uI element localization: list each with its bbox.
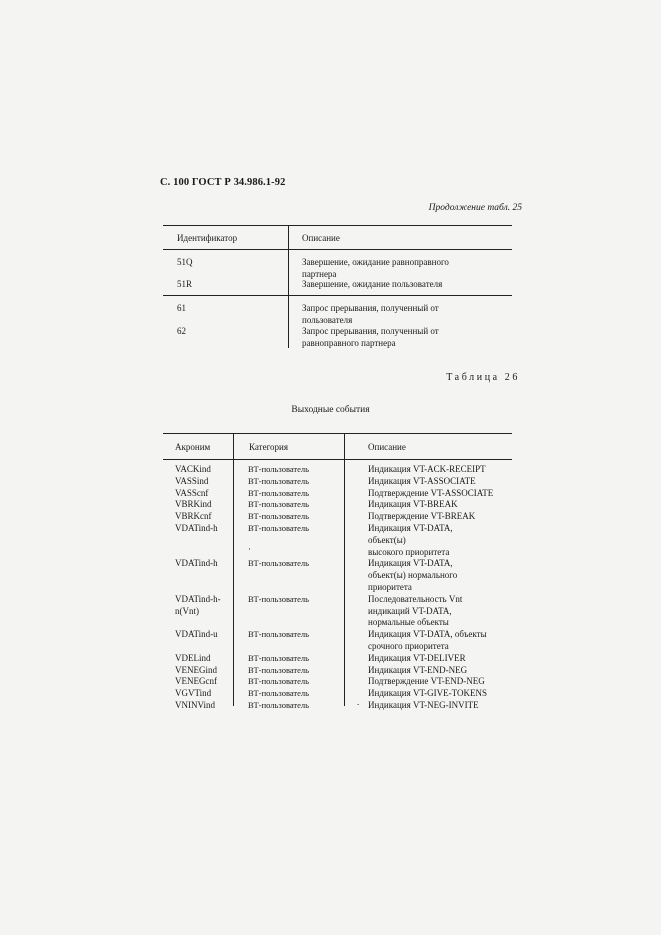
table-cell-desc bbox=[302, 257, 497, 280]
acronym-cell bbox=[175, 511, 212, 523]
acronym-cell bbox=[175, 700, 215, 712]
acronym-cell bbox=[175, 523, 218, 535]
category-cell: ВТ-пользователь bbox=[248, 593, 310, 604]
category-cell: ВТ-пользователь bbox=[248, 676, 310, 687]
acronym-cell bbox=[175, 665, 217, 677]
description-line: Индикация VT-ASSOCIATE bbox=[368, 475, 476, 486]
acronym-cell bbox=[175, 476, 208, 488]
acronym-cell bbox=[175, 558, 218, 570]
acronym-line: VACKind bbox=[175, 464, 211, 474]
acronym-cell bbox=[175, 594, 221, 618]
category-cell: ВТ-пользователь bbox=[248, 523, 310, 533]
acronym-line: VENEGind bbox=[175, 664, 217, 675]
description-cell bbox=[368, 499, 513, 511]
category-cell: ВТ-пользователь bbox=[248, 499, 310, 510]
description-line: Индикация VT-ACK-RECEIPT bbox=[368, 464, 486, 474]
acronym-line: n(Vnt) bbox=[175, 605, 199, 616]
description-line: объект(ы) нормального bbox=[368, 570, 458, 581]
stray-mark: · bbox=[248, 544, 251, 554]
table-cell-desc bbox=[302, 326, 497, 349]
description-line: Индикация VT-DATA, объекты bbox=[368, 629, 487, 640]
category-cell: ВТ-пользователь bbox=[248, 652, 310, 663]
description-line: Подтверждение VT-BREAK bbox=[368, 511, 476, 522]
acronym-line: VNINVind bbox=[175, 700, 215, 710]
acronym-cell bbox=[175, 488, 208, 500]
table-rule bbox=[163, 249, 512, 250]
desc-line: Завершение, ожидание равноправного bbox=[302, 257, 449, 267]
category-cell: ВТ-пользователь bbox=[248, 688, 310, 699]
acronym-line: VDATind-h bbox=[175, 558, 218, 569]
column-divider bbox=[344, 433, 345, 706]
description-cell bbox=[368, 476, 513, 488]
description-cell bbox=[368, 558, 513, 593]
desc-line: равноправного партнера bbox=[302, 337, 396, 348]
description-cell bbox=[368, 700, 513, 712]
acronym-line: VBRKcnf bbox=[175, 511, 212, 522]
column-header-category: Категория bbox=[249, 442, 288, 452]
table-rule bbox=[163, 295, 512, 296]
table-rule bbox=[163, 459, 512, 460]
acronym-line: VDATind-h- bbox=[175, 593, 221, 604]
desc-line: Завершение, ожидание пользователя bbox=[302, 279, 443, 289]
acronym-cell bbox=[175, 688, 211, 700]
acronym-cell bbox=[175, 499, 212, 511]
description-line: Индикация VT-DATA, bbox=[368, 523, 453, 533]
page-header: С. 100 ГОСТ Р 34.986.1-92 bbox=[160, 177, 286, 188]
description-line: Подтверждение VT-ASSOCIATE bbox=[368, 487, 494, 498]
acronym-line: VASScnf bbox=[175, 487, 209, 498]
desc-line: Запрос прерывания, полученный от bbox=[302, 326, 439, 336]
acronym-cell bbox=[175, 653, 211, 665]
acronym-line: VASSind bbox=[175, 475, 209, 486]
description-line: Индикация VT-DELIVER bbox=[368, 652, 466, 663]
description-line: Индикация VT-BREAK bbox=[368, 499, 458, 510]
category-cell: ВТ-пользователь bbox=[248, 487, 310, 498]
column-header-description: Описание bbox=[368, 442, 406, 452]
description-cell bbox=[368, 511, 513, 523]
description-cell bbox=[368, 523, 513, 558]
desc-line: партнера bbox=[302, 268, 337, 279]
description-line: приоритета bbox=[368, 581, 412, 592]
acronym-line: VBRKind bbox=[175, 499, 212, 510]
description-line: Индикация VT-DATA, bbox=[368, 558, 453, 569]
table-continuation-label: Продолжение табл. 25 bbox=[428, 203, 522, 213]
column-divider bbox=[288, 225, 289, 348]
table-cell-id: 51R bbox=[177, 279, 193, 289]
table-cell-id: 61 bbox=[177, 303, 186, 313]
description-cell bbox=[368, 665, 513, 677]
description-cell bbox=[368, 594, 513, 629]
column-header-acronym: Акроним bbox=[175, 442, 211, 452]
category-cell: ВТ-пользователь bbox=[248, 558, 310, 569]
stray-mark: . bbox=[357, 697, 360, 707]
table-rule bbox=[163, 225, 512, 226]
category-cell: ВТ-пользователь bbox=[248, 511, 310, 522]
category-cell: ВТ-пользователь bbox=[248, 664, 310, 675]
table-rule bbox=[163, 433, 512, 434]
category-cell: ВТ-пользователь bbox=[248, 700, 310, 710]
description-line: индикаций VT-DATA, bbox=[368, 605, 452, 616]
description-cell bbox=[368, 676, 513, 688]
acronym-line: VDATind-u bbox=[175, 629, 218, 640]
acronym-line: VENEGcnf bbox=[175, 676, 217, 687]
category-cell: ВТ-пользователь bbox=[248, 464, 310, 474]
description-line: Индикация VT-END-NEG bbox=[368, 664, 468, 675]
description-cell bbox=[368, 488, 513, 500]
acronym-line: VDATind-h bbox=[175, 523, 218, 533]
table-26-caption: Выходные события bbox=[291, 405, 370, 415]
table-cell-desc bbox=[302, 279, 497, 291]
desc-line: пользователя bbox=[302, 314, 353, 325]
table-cell-id: 51Q bbox=[177, 257, 193, 267]
description-line: Индикация VT-GIVE-TOKENS bbox=[368, 688, 487, 699]
description-line: нормальные объекты bbox=[368, 617, 449, 628]
description-line: срочного приоритета bbox=[368, 640, 449, 651]
category-cell: ВТ-пользователь bbox=[248, 475, 310, 486]
desc-line: Запрос прерывания, полученный от bbox=[302, 303, 439, 313]
acronym-cell bbox=[175, 676, 217, 688]
description-cell bbox=[368, 688, 513, 700]
description-cell bbox=[368, 629, 513, 653]
acronym-line: VDELind bbox=[175, 652, 211, 663]
column-divider bbox=[233, 433, 234, 706]
description-line: Подтверждение VT-END-NEG bbox=[368, 676, 485, 687]
acronym-line: VGVTind bbox=[175, 688, 212, 699]
acronym-cell bbox=[175, 629, 218, 641]
category-cell: ВТ-пользователь bbox=[248, 629, 310, 640]
table-cell-desc bbox=[302, 303, 497, 326]
description-line: Последовательность Vnt bbox=[368, 593, 463, 604]
table-cell-id: 62 bbox=[177, 326, 186, 336]
description-line: высокого приоритета bbox=[368, 546, 450, 557]
acronym-cell bbox=[175, 464, 211, 476]
column-header-identifier: Идентификатор bbox=[177, 233, 238, 243]
description-cell bbox=[368, 464, 513, 476]
description-line: Индикация VT-NEG-INVITE bbox=[368, 700, 479, 710]
table-26-title: Таблица 26 bbox=[446, 372, 520, 383]
description-line: объект(ы) bbox=[368, 534, 406, 545]
description-cell bbox=[368, 653, 513, 665]
column-header-description: Описание bbox=[302, 233, 340, 243]
